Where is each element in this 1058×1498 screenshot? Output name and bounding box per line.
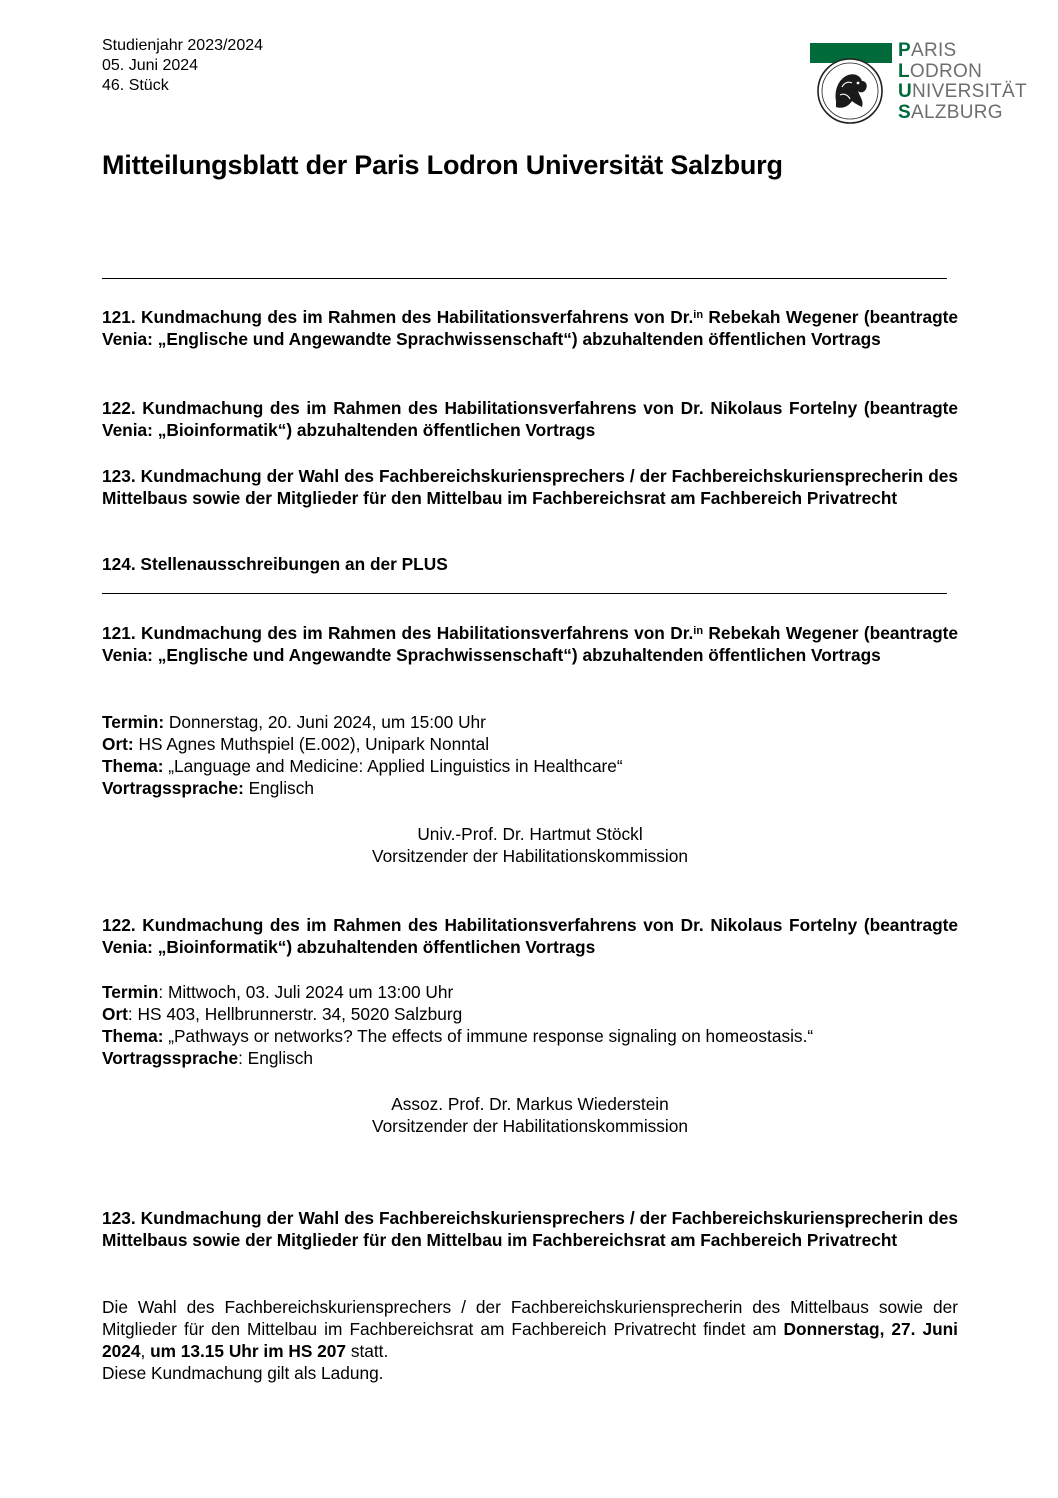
section-122-details (102, 981, 958, 1069)
thema-line: Thema: „Language and Medicine: Applied Linguistics in Healthcare“ (102, 756, 623, 776)
ort-line: Ort: HS 403, Hellbrunnerstr. 34, 5020 Salzburg (102, 1004, 463, 1024)
signer-role: Vorsitzender der Habilitationskommission (372, 846, 688, 866)
termin-line: Termin: Mittwoch, 03. Juli 2024 um 13:00 Uhr (102, 982, 454, 1002)
page-title: Mitteilungsblatt der Paris Lodron Universität Salzburg (102, 150, 783, 180)
thema-line: Thema: „Pathways or networks? The effects of immune response signaling on homeostasis.“ (102, 1026, 814, 1046)
toc-item-122: 122. Kundmachung des im Rahmen des Habilitationsverfahrens von Dr. Nikolaus Fortelny (beantragte Venia: „Bioinformatik“) abzuhaltenden öffentlichen Vortrags (102, 398, 958, 440)
termin-line: Termin: Donnerstag, 20. Juni 2024, um 15:00 Uhr (102, 712, 486, 732)
university-seal-icon (816, 57, 884, 125)
section-123-heading: 123. Kundmachung der Wahl des Fachbereichskuriensprechers / der Fachbereichskuriensprecherin des Mittelbaus sowie der Mitglieder für den Mittelbau im Fachbereichsrat am Fachbereich Privatrecht (102, 1208, 958, 1250)
issue-number: 46. Stück (102, 77, 169, 94)
issue-meta (102, 36, 263, 96)
study-year: Studienjahr 2023/2024 (102, 37, 264, 54)
signer-role: Vorsitzender der Habilitationskommission (372, 1116, 688, 1136)
section-121-heading: 121. Kundmachung des im Rahmen des Habilitationsverfahrens von Dr.$^{in}$ Rebekah Wegener (beantragte Venia: „Englische und Angewandte Sprachwissenschaft“) abzuhaltenden öffentlichen Vortrags (102, 623, 958, 665)
section-122-heading: 122. Kundmachung des im Rahmen des Habilitationsverfahrens von Dr. Nikolaus Fortelny (beantragte Venia: „Bioinformatik“) abzuhaltenden öffentlichen Vortrags (102, 915, 958, 957)
toc-item-121: 121. Kundmachung des im Rahmen des Habilitationsverfahrens von Dr.$^{in}$ Rebekah Wegener (beantragte Venia: „Englische und Angewandte Sprachwissenschaft“) abzuhaltenden öffentlichen Vortrags (102, 307, 958, 349)
signer-name: Univ.-Prof. Dr. Hartmut Stöckl (417, 824, 643, 844)
toc-item-123: 123. Kundmachung der Wahl des Fachbereichskuriensprechers / der Fachbereichskuriensprecherin des Mittelbaus sowie der Mitglieder für den Mittelbau im Fachbereichsrat am Fachbereich Privatrecht (102, 466, 958, 508)
section-121-details (102, 711, 958, 799)
university-logo (810, 40, 1030, 127)
ort-line: Ort: HS Agnes Muthspiel (E.002), Unipark Nonntal (102, 734, 490, 754)
section-122-signature (102, 1093, 958, 1137)
signer-name: Assoz. Prof. Dr. Markus Wiederstein (391, 1094, 669, 1114)
logo-wordmark: PARIS LODRON UNIVERSITÄT SALZBURG (898, 40, 1027, 123)
toc-item-124: 124. Stellenausschreibungen an der PLUS (102, 554, 448, 574)
divider-top (102, 278, 947, 279)
issue-date: 05. Juni 2024 (102, 57, 199, 74)
section-123-body: Die Wahl des Fachbereichskuriensprechers / der Fachbereichskuriensprecherin des Mittelbaus sowie der Mitglieder für den Mittelbau im Fachbereichsrat am Fachbereich Privatrecht findet am Donnerstag, 27. Juni 2024, um 13.15 Uhr im HS 207 statt. Diese Kundmachung gilt als Ladung. (102, 1297, 958, 1383)
divider-bottom (102, 593, 947, 594)
sprache-line: Vortragssprache: Englisch (102, 778, 314, 798)
section-121-signature (102, 823, 958, 867)
sprache-line: Vortragssprache: Englisch (102, 1048, 314, 1068)
